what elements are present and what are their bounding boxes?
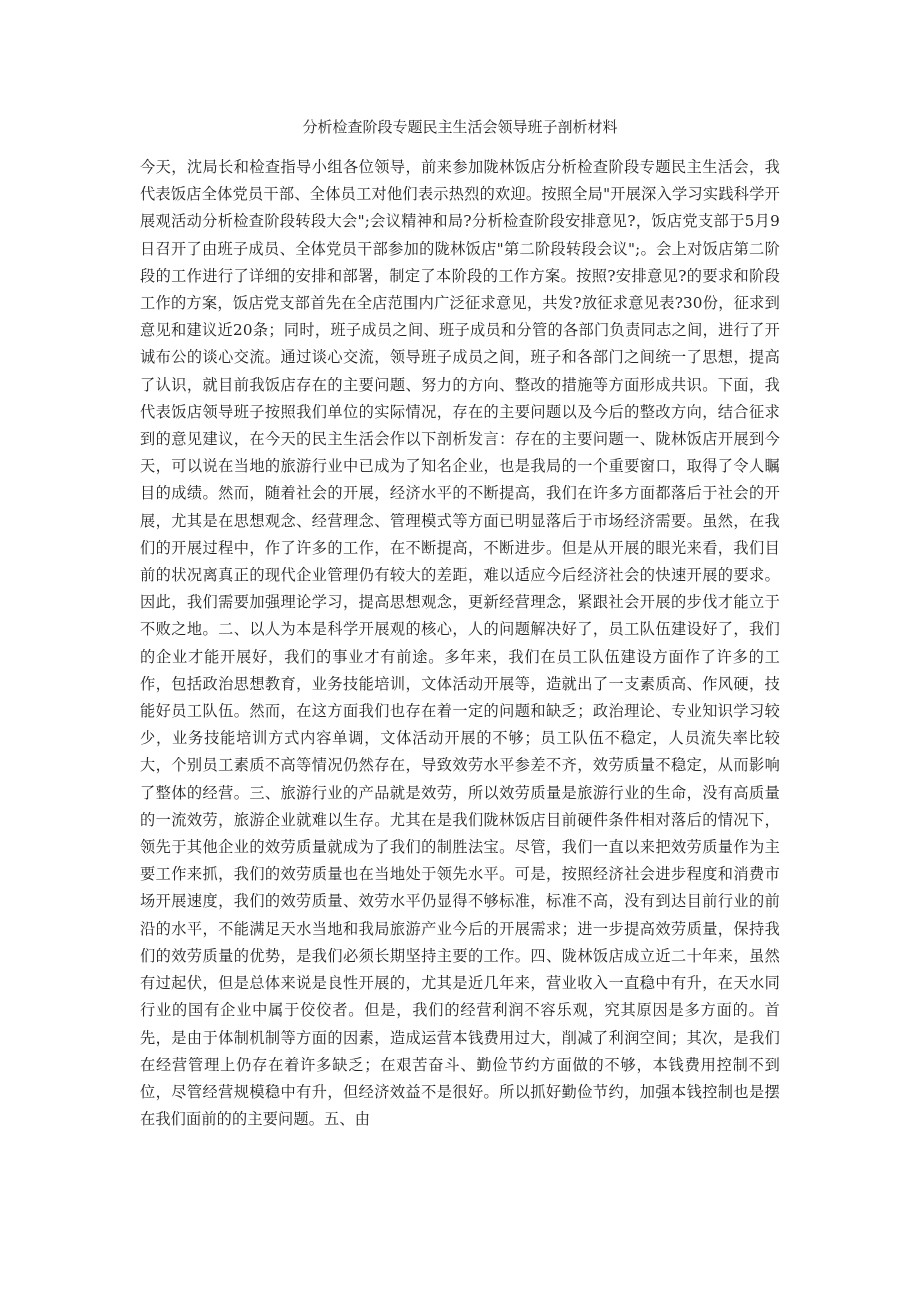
document-title: 分析检查阶段专题民主生活会领导班子剖析材料 [302, 118, 618, 136]
document-body: 今天，沈局长和检查指导小组各位领导，前来参加陇林饭店分析检查阶段专题民主生活会，我代表饭店全体党员干部、全体员工对他们表示热烈的欢迎。按照全局"开展深入学习实践科学开展观活动分析检查阶段转段大会";会议精神和局?分析检查阶段安排意见?，饭店党支部于5月9日召开了由班子成员、全体党员干部参加的陇林饭店"第二阶段转段会议";。会上对饭店第二阶段的工作进行了详细的安排和部署，制定了本阶段的工作方案。按照?安排意见?的要求和阶段工作的方案，饭店党支部首先在全店范围内广泛征求意见，共发?放征求意见表?30份，征求到意见和建议近20条；同时，班子成员之间、班子成员和分管的各部门负责同志之间，进行了开诚布公的谈心交流。通过谈心交流，领导班子成员之间，班子和各部门之间统一了思想，提高了认识，就目前我饭店存在的主要问题、努力的方向、整改的措施等方面形成共识。下面，我代表饭店领导班子按照我们单位的实际情况，存在的主要问题以及今后的整改方向，结合征求到的意见建议，在今天的民主生活会作以下剖析发言：存在的主要问题一、陇林饭店开展到今天，可以说在当地的旅游行业中已成为了知名企业，也是我局的一个重要窗口，取得了令人瞩目的成绩。然而，随着社会的开展，经济水平的不断提高，我们在许多方面都落后于社会的开展，尤其是在思想观念、经营理念、管理模式等方面已明显落后于市场经济需要。虽然，在我们的开展过程中，作了许多的工作，在不断提高，不断进步。但是从开展的眼光来看，我们目前的状况离真正的现代企业管理仍有较大的差距，难以适应今后经济社会的快速开展的要求。因此，我们需要加强理论学习，提高思想观念，更新经营理念，紧跟社会开展的步伐才能立于不败之地。二、以人为本是科学开展观的核心，人的问题解决好了，员工队伍建设好了，我们的企业才能开展好，我们的事业才有前途。多年来，我们在员工队伍建设方面作了许多的工作，包括政治思想教育，业务技能培训，文体活动开展等，造就出了一支素质高、作风硬，技能好员工队伍。然而，在这方面我们也存在着一定的问题和缺乏；政治理论、专业知识学习较少，业务技能培训方式内容单调，文体活动开展的不够；员工队伍不稳定，人员流失率比较大，个别员工素质不高等情况仍然存在，导致效劳水平参差不齐，效劳质量不稳定，从而影响了整体的经营。三、旅游行业的产品就是效劳，所以效劳质量是旅游行业的生命，没有高质量的一流效劳，旅游企业就难以生存。尤其在是我们陇林饭店目前硬件条件相对落后的情况下，领先于其他企业的效劳质量就成为了我们的制胜法宝。尽管，我们一直以来把效劳质量作为主要工作来抓，我们的效劳质量也在当地处于领先水平。可是，按照经济社会进步程度和消费市场开展速度，我们的效劳质量、效劳水平仍显得不够标准，标准不高，没有到达目前行业的前沿的水平，不能满足天水当地和我局旅游产业今后的开展需求；进一步提高效劳质量，保持我们的效劳质量的优势，是我们必须长期坚持主要的工作。四、陇林饭店成立近二十年来，虽然有过起伏，但是总体来说是良性开展的，尤其是近几年来，营业收入一直稳中有升，在天水同行业的国有企业中属于佼佼者。但是，我们的经营利润不容乐观，究其原因是多方面的。首先，是由于体制机制等方面的因素，造成运营本钱费用过大，削减了利润空间；其次，是我们在经营管理上仍存在着许多缺乏；在艰苦奋斗、勤俭节约方面做的不够，本钱费用控制不到位，尽管经营规模稳中有升，但经济效益不是很好。所以抓好勤俭节约，加强本钱控制也是摆在我们面前的的主要问题。五、由 [140, 158, 780, 1129]
